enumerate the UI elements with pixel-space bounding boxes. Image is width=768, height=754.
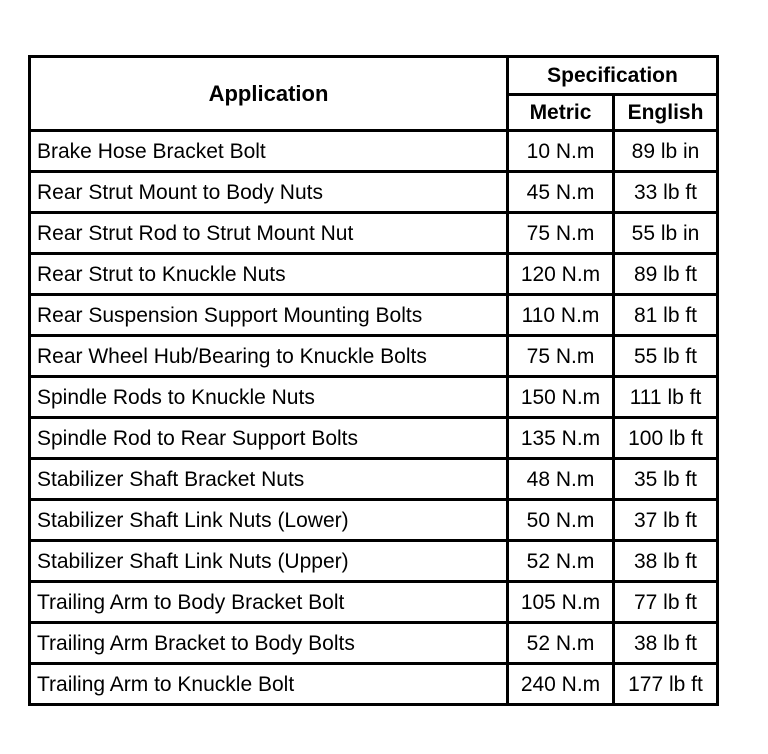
- application-cell: Rear Suspension Support Mounting Bolts: [30, 295, 508, 336]
- metric-cell: 50 N.m: [508, 500, 614, 541]
- english-cell: 89 lb in: [614, 131, 718, 172]
- application-cell: Spindle Rod to Rear Support Bolts: [30, 418, 508, 459]
- metric-cell: 75 N.m: [508, 213, 614, 254]
- application-cell: Rear Strut Mount to Body Nuts: [30, 172, 508, 213]
- application-header: Application: [30, 57, 508, 131]
- english-cell: 33 lb ft: [614, 172, 718, 213]
- table-row: [30, 500, 718, 541]
- english-cell: 177 lb ft: [614, 664, 718, 705]
- english-cell: 38 lb ft: [614, 623, 718, 664]
- metric-cell: 150 N.m: [508, 377, 614, 418]
- metric-cell: 240 N.m: [508, 664, 614, 705]
- metric-cell: 135 N.m: [508, 418, 614, 459]
- metric-cell: 110 N.m: [508, 295, 614, 336]
- table-body: [30, 131, 718, 705]
- application-cell: Stabilizer Shaft Link Nuts (Upper): [30, 541, 508, 582]
- table-row: [30, 623, 718, 664]
- metric-cell: 52 N.m: [508, 623, 614, 664]
- table-row: [30, 336, 718, 377]
- application-cell: Rear Strut to Knuckle Nuts: [30, 254, 508, 295]
- table-row: [30, 213, 718, 254]
- table-row: [30, 377, 718, 418]
- header-row-top: [30, 57, 718, 95]
- table-row: [30, 131, 718, 172]
- metric-cell: 52 N.m: [508, 541, 614, 582]
- application-cell: Stabilizer Shaft Link Nuts (Lower): [30, 500, 508, 541]
- application-cell: Trailing Arm Bracket to Body Bolts: [30, 623, 508, 664]
- specification-header: Specification: [508, 57, 718, 95]
- application-cell: Brake Hose Bracket Bolt: [30, 131, 508, 172]
- application-cell: Rear Strut Rod to Strut Mount Nut: [30, 213, 508, 254]
- table-row: [30, 664, 718, 705]
- table-row: [30, 541, 718, 582]
- table-row: [30, 459, 718, 500]
- english-cell: 55 lb in: [614, 213, 718, 254]
- english-cell: 38 lb ft: [614, 541, 718, 582]
- english-cell: 81 lb ft: [614, 295, 718, 336]
- application-cell: Trailing Arm to Body Bracket Bolt: [30, 582, 508, 623]
- table-row: [30, 254, 718, 295]
- application-cell: Trailing Arm to Knuckle Bolt: [30, 664, 508, 705]
- english-header: English: [614, 95, 718, 131]
- metric-cell: 45 N.m: [508, 172, 614, 213]
- english-cell: 100 lb ft: [614, 418, 718, 459]
- metric-cell: 48 N.m: [508, 459, 614, 500]
- table-header: [30, 57, 718, 131]
- metric-cell: 120 N.m: [508, 254, 614, 295]
- table-row: [30, 172, 718, 213]
- english-cell: 35 lb ft: [614, 459, 718, 500]
- english-cell: 77 lb ft: [614, 582, 718, 623]
- metric-cell: 105 N.m: [508, 582, 614, 623]
- metric-header: Metric: [508, 95, 614, 131]
- english-cell: 37 lb ft: [614, 500, 718, 541]
- metric-cell: 10 N.m: [508, 131, 614, 172]
- english-cell: 89 lb ft: [614, 254, 718, 295]
- application-cell: Spindle Rods to Knuckle Nuts: [30, 377, 508, 418]
- torque-spec-table: [28, 55, 719, 706]
- application-cell: Stabilizer Shaft Bracket Nuts: [30, 459, 508, 500]
- english-cell: 55 lb ft: [614, 336, 718, 377]
- table-row: [30, 295, 718, 336]
- table-row: [30, 582, 718, 623]
- metric-cell: 75 N.m: [508, 336, 614, 377]
- application-cell: Rear Wheel Hub/Bearing to Knuckle Bolts: [30, 336, 508, 377]
- torque-table-container: [28, 55, 719, 706]
- english-cell: 111 lb ft: [614, 377, 718, 418]
- table-row: [30, 418, 718, 459]
